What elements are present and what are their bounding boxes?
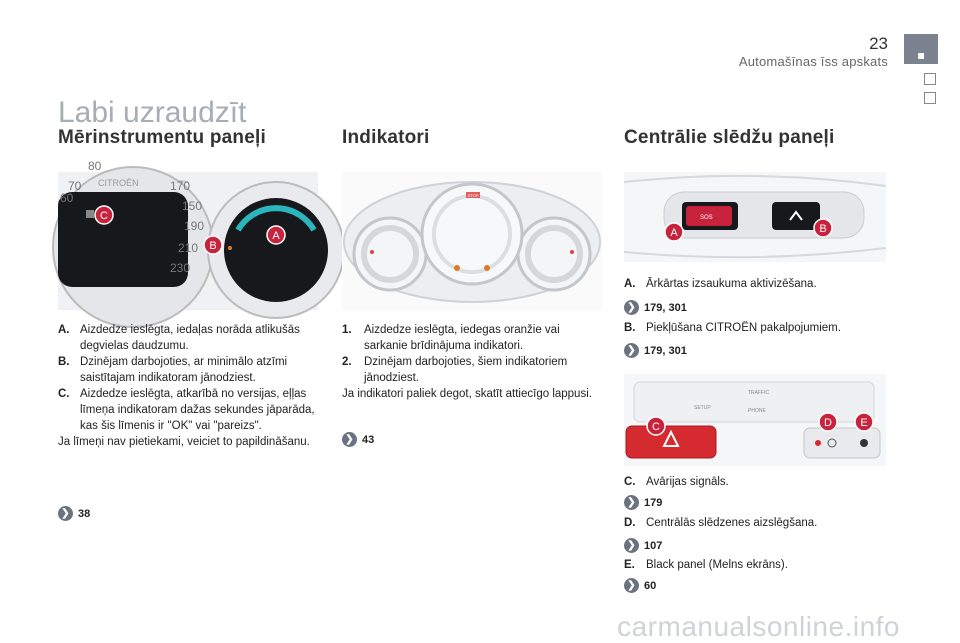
list-item <box>624 557 788 573</box>
label-a: A <box>272 230 280 242</box>
item-text: Piekļūšana CITROËN pakalpojumiem. <box>646 322 841 334</box>
list-item <box>58 322 320 354</box>
list-item <box>58 354 320 386</box>
item-text: Avārijas signāls. <box>646 476 729 488</box>
label-c: C <box>652 421 660 433</box>
item-label: A. <box>624 278 636 290</box>
label-a: A <box>670 227 678 239</box>
chevron-right-icon: ❯ <box>624 578 639 593</box>
label-e: E <box>860 417 868 429</box>
item-label: A. <box>58 324 70 336</box>
setup-text: SETUP <box>694 405 711 411</box>
item-label: B. <box>624 322 636 334</box>
chevron-right-icon: ❯ <box>624 538 639 553</box>
stop-label: STOP <box>467 193 479 198</box>
heading-instrument-panels: Mērinstrumentu paneļi <box>58 127 266 148</box>
section-tab[interactable] <box>904 34 938 64</box>
page-title: Labi uzraudzīt <box>58 96 247 129</box>
phone-text: PHONE <box>748 408 766 414</box>
list-item <box>624 515 817 531</box>
list-item <box>342 354 604 386</box>
page-ref-number: 179 <box>644 496 663 509</box>
chevron-right-icon: ❯ <box>624 495 639 510</box>
item-text: Aizdedze ieslēgta, iedegas oranžie vai sarkanie brīdinājuma indikatori. <box>364 324 560 352</box>
note-paragraph: Ja līmeņi nav pietiekami, veiciet to papildināšanu. <box>58 436 310 448</box>
list-item <box>624 474 729 490</box>
page-ref-number: 60 <box>644 579 657 592</box>
column-1-text <box>58 322 320 450</box>
page-ref-link[interactable] <box>624 538 662 553</box>
figure-sos-panel <box>624 172 886 262</box>
list-item <box>624 276 817 292</box>
sos-text: SOS <box>700 215 713 221</box>
traffic-text: TRAFFIC <box>748 390 770 396</box>
column-2-text <box>342 322 604 402</box>
gauge-tick: 80 <box>88 159 102 173</box>
page-ref-link[interactable] <box>342 432 374 447</box>
item-label: 2. <box>342 356 352 368</box>
figure-instrument-cluster <box>58 159 318 310</box>
item-label: B. <box>58 356 70 368</box>
figure-indicators <box>342 172 602 310</box>
chevron-right-icon: ❯ <box>342 432 357 447</box>
list-item <box>58 386 320 434</box>
item-text: Centrālās slēdzenes aizslēgšana. <box>646 517 818 529</box>
page-ref-number: 179, 301 <box>644 344 687 357</box>
page-ref-link[interactable] <box>624 578 656 593</box>
tab-box-icon[interactable] <box>924 73 936 85</box>
note-paragraph: Ja indikatori paliek degot, skatīt attiecīgo lappusi. <box>342 388 592 400</box>
page-ref-link[interactable] <box>624 495 662 510</box>
label-b: B <box>209 240 217 252</box>
page-ref-link[interactable] <box>624 343 687 358</box>
item-text: Dzinējam darbojoties, ar minimālo atzīmi saistītajam indikatoram jānodziest. <box>80 356 288 384</box>
item-label: 1. <box>342 324 352 336</box>
page-ref-number: 43 <box>362 433 375 446</box>
gauge-tick: 170 <box>170 179 191 193</box>
item-text: Black panel (Melns ekrāns). <box>646 559 788 571</box>
item-label: C. <box>58 388 70 400</box>
page-number: 23 <box>869 34 888 53</box>
item-text: Aizdedze ieslēgta, atkarībā no versijas, eļļas līmeņa indikatoram dažas sekundes jāparāda, kas šis līmenis ir "OK" vai "pareizs". <box>80 388 315 432</box>
item-text: Dzinējam darbojoties, šiem indikatoriem jānodziest. <box>364 356 568 384</box>
item-label: D. <box>624 517 636 529</box>
chevron-right-icon: ❯ <box>624 300 639 315</box>
footer-watermark: carmanualsonline.info <box>617 611 900 642</box>
page-ref-link[interactable] <box>624 300 687 315</box>
heading-indicators: Indikatori <box>342 127 430 148</box>
chevron-right-icon: ❯ <box>58 506 73 521</box>
item-text: Aizdedze ieslēgta, iedaļas norāda atlikušās degvielas daudzumu. <box>80 324 300 352</box>
page-ref-number: 179, 301 <box>644 301 687 314</box>
item-text: Ārkārtas izsaukuma aktivizēšana. <box>646 278 817 290</box>
item-label: E. <box>624 559 635 571</box>
chevron-right-icon: ❯ <box>624 343 639 358</box>
list-item <box>342 322 604 354</box>
figure-hazard-panel <box>624 374 886 466</box>
page-ref-link[interactable] <box>58 506 90 521</box>
tab-dot-icon <box>918 53 924 59</box>
tab-box-icon[interactable] <box>924 92 936 104</box>
page-ref-number: 38 <box>78 507 91 520</box>
label-b: B <box>819 223 827 235</box>
gauge-tick: 190 <box>184 219 205 233</box>
item-label: C. <box>624 476 636 488</box>
gauge-tick: 60 <box>60 191 74 205</box>
label-d: D <box>824 417 832 429</box>
label-c: C <box>100 210 108 222</box>
gauge-tick: 150 <box>182 199 203 213</box>
gauge-tick: 210 <box>178 241 199 255</box>
brand-text: CITROËN <box>98 178 139 188</box>
list-item <box>624 320 841 336</box>
gauge-tick: 230 <box>170 261 191 275</box>
heading-central-switches: Centrālie slēdžu paneļi <box>624 127 835 148</box>
gauge-tick: 70 <box>68 179 82 193</box>
page-ref-number: 107 <box>644 539 663 552</box>
section-title: Automašīnas īss apskats <box>738 54 888 69</box>
